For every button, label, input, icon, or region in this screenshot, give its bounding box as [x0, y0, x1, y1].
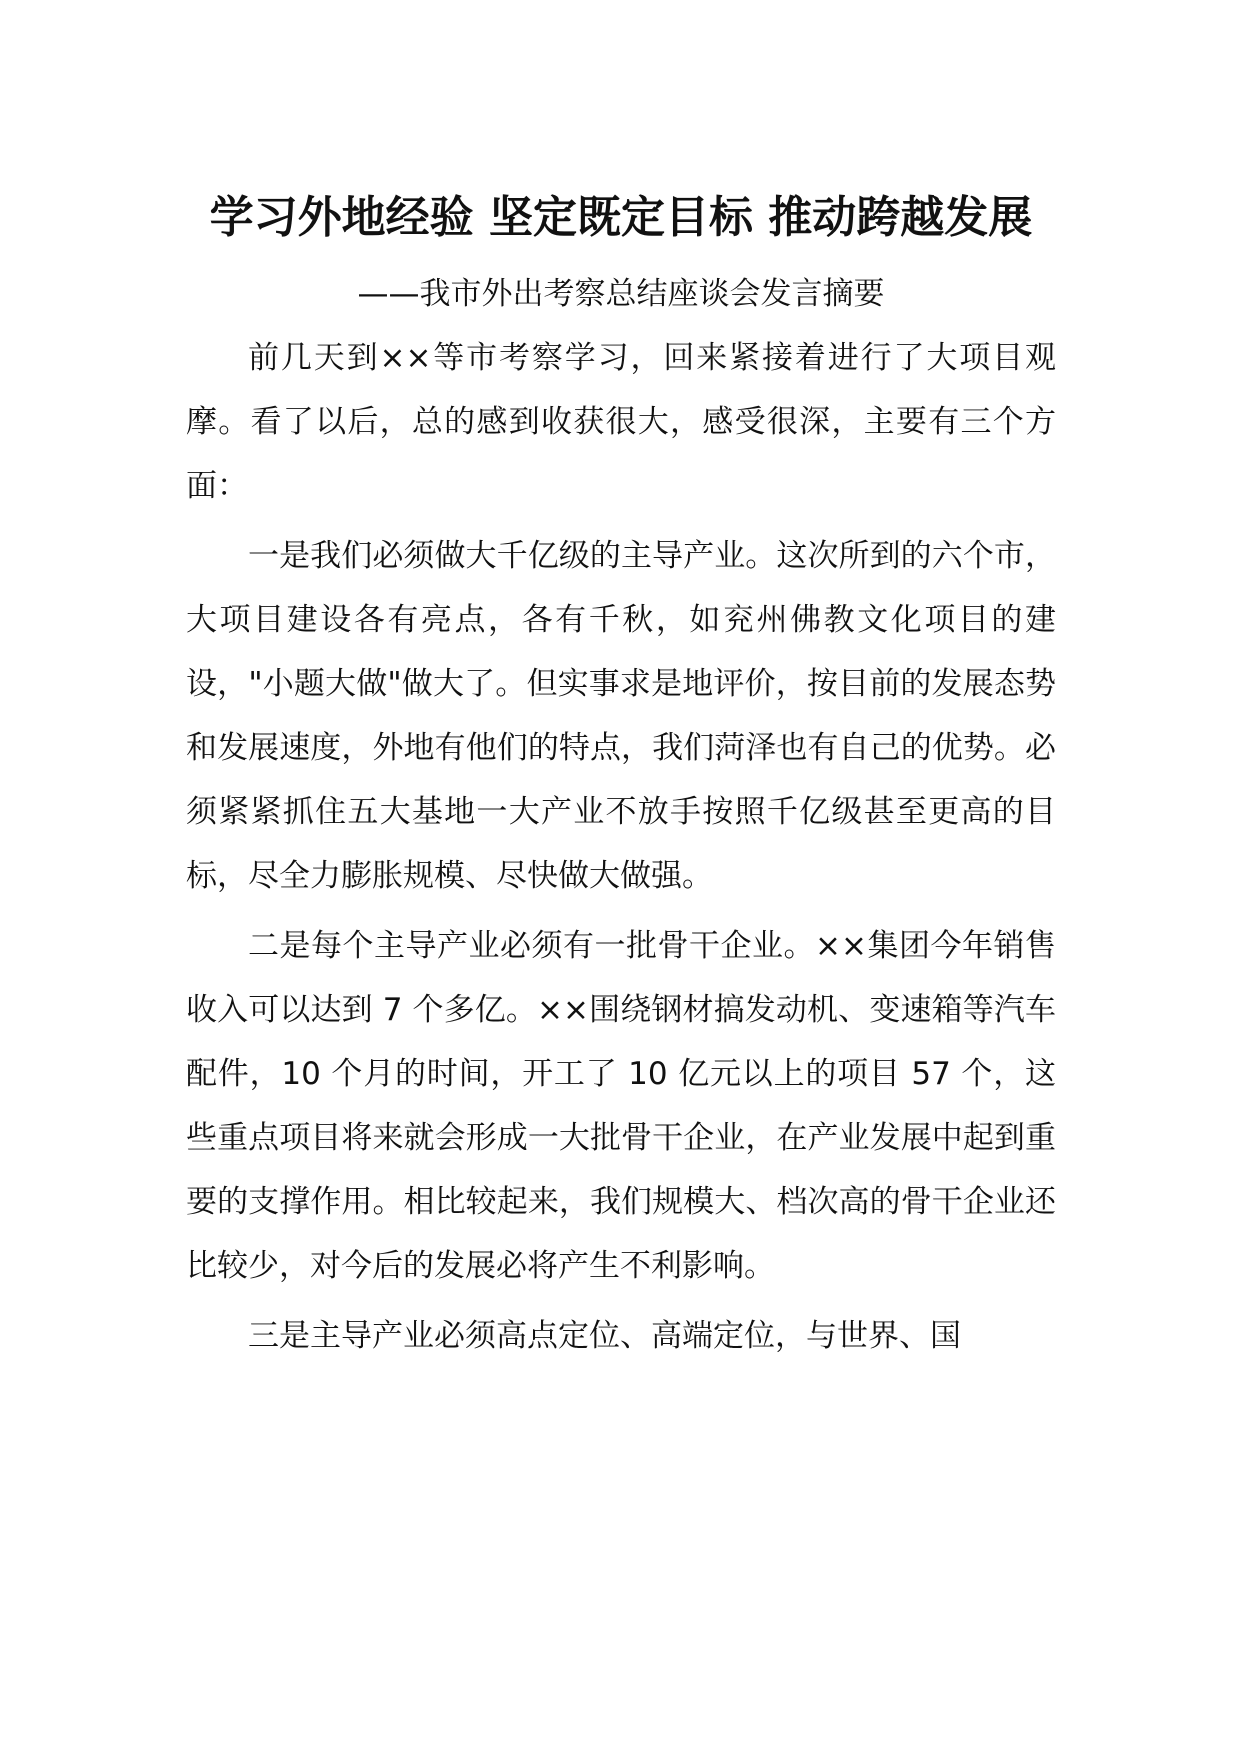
paragraph-intro: 前几天到××等市考察学习，回来紧接着进行了大项目观摩。看了以后，总的感到收获很大，感受很深，主要有三个方面： — [186, 340, 1056, 504]
paragraph-point-three: 三是主导产业必须高点定位、高端定位，与世界、国 — [248, 1318, 961, 1354]
paragraph-point-one: 一是我们必须做大千亿级的主导产业。这次所到的六个市，大项目建设各有亮点，各有千秋，如兖州佛教文化项目的建设，"小题大做"做大了。但实事求是地评价，按目前的发展态势和发展速度，外地有他们的特点，我们菏泽也有自己的优势。必须紧紧抓住五大基地一大产业不放手按照千亿级甚至更高的目标，尽全力膨胀规模、尽快做大做强。 — [186, 538, 1056, 894]
paragraph-point-two: 二是每个主导产业必须有一批骨干企业。××集团今年销售收入可以达到 7 个多亿。××围绕钢材搞发动机、变速箱等汽车配件，10 个月的时间，开工了 10 亿元以上的项目 57 个，这些重点项目将来就会形成一大批骨干企业，在产业发展中起到重要的支撑作用。相比较起来，我们规模大、档次高的骨干企业还比较少，对今后的发展必将产生不利影响。 — [186, 928, 1056, 1284]
document-subtitle: ——我市外出考察总结座谈会发言摘要 — [357, 276, 885, 312]
document-body — [186, 182, 1056, 1368]
document-title: 学习外地经验 坚定既定目标 推动跨越发展 — [209, 192, 1033, 243]
